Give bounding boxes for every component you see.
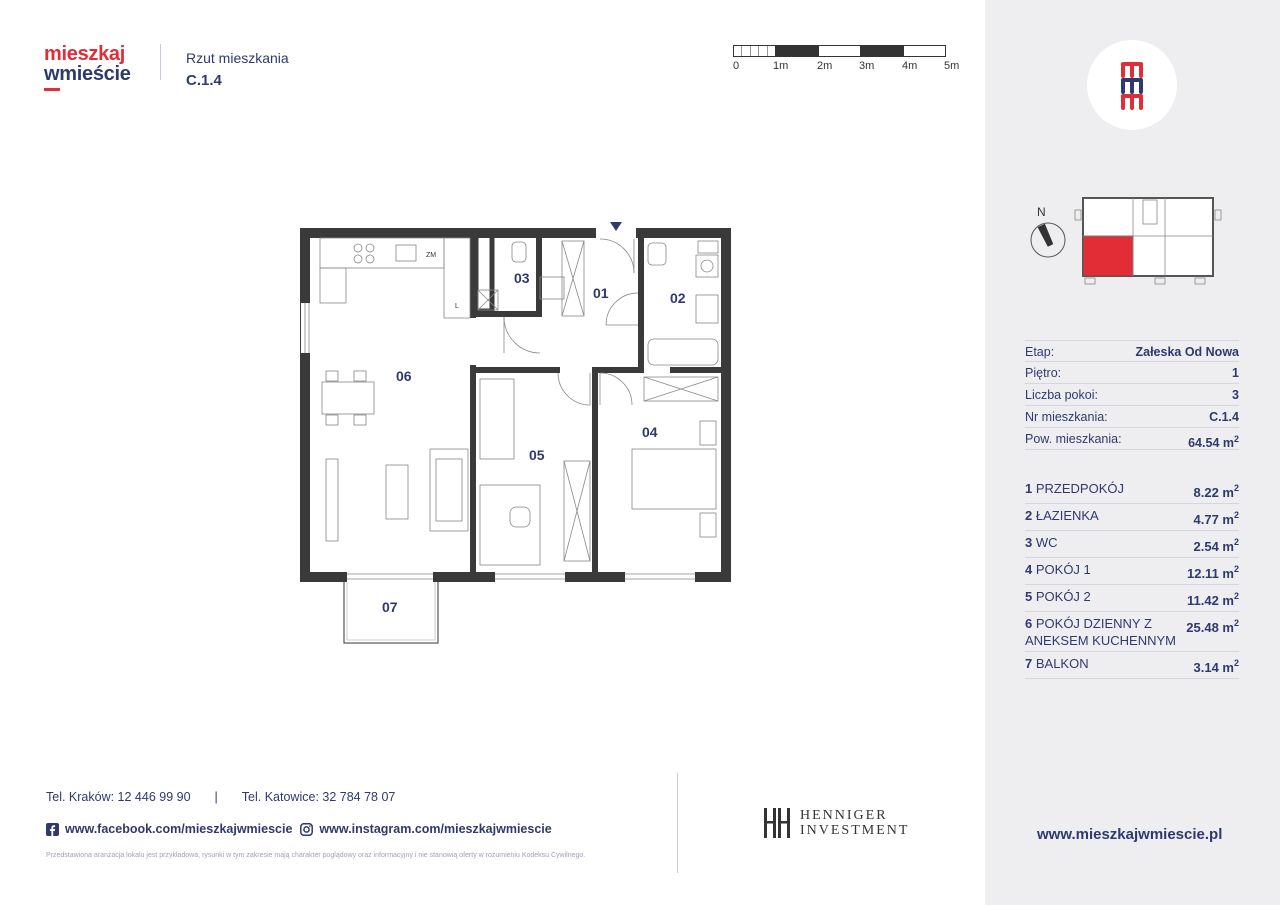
rooms-list	[1025, 477, 1239, 679]
henniger-logo	[762, 806, 909, 840]
room-row: 3 WC 2.54 $m^2$	[1025, 531, 1239, 558]
plan-code: C.1.4	[186, 72, 222, 89]
scale-segment-2	[776, 46, 818, 56]
living-furniture	[326, 449, 468, 541]
north-label: N	[1037, 205, 1046, 219]
room-number-03: 03	[514, 270, 530, 286]
scale-label: 3m	[859, 60, 875, 72]
room04-furniture	[632, 377, 718, 537]
facebook-icon	[46, 823, 59, 836]
apartment-floor-plan	[300, 215, 740, 655]
hall-wardrobe	[562, 241, 584, 316]
doors	[504, 239, 638, 405]
henniger-monogram-icon	[762, 806, 792, 840]
facebook-link[interactable]: www.facebook.com/mieszkajwmiescie	[65, 822, 293, 836]
room-number-06: 06	[396, 368, 412, 384]
apartment-location-highlight	[1083, 236, 1133, 276]
info-row: Etap: Załeska Od Nowa	[1025, 340, 1239, 362]
room-row: 5 POKÓJ 2 11.42 $m^2$	[1025, 585, 1239, 612]
logo-line2: wmieście	[44, 63, 131, 85]
scale-labels	[733, 60, 963, 74]
scale-bar	[733, 45, 946, 57]
room-number-01: 01	[593, 285, 609, 301]
room-number-02: 02	[670, 290, 686, 306]
info-row: Liczba pokoi: 3	[1025, 384, 1239, 406]
sidebar-logo	[1087, 40, 1177, 130]
scale-segment-3	[819, 46, 861, 56]
website-link[interactable]: www.mieszkajwmiescie.pl	[1037, 826, 1223, 843]
phone-krakow[interactable]: Tel. Kraków: 12 446 99 90	[46, 790, 191, 804]
footer-social	[46, 822, 552, 836]
kitchen-counter	[320, 238, 470, 318]
scale-label: 2m	[817, 60, 833, 72]
room-row: 1 PRZEDPOKÓJ 8.22 $m^2$	[1025, 477, 1239, 504]
footer-divider	[677, 773, 678, 873]
instagram-icon	[300, 823, 313, 836]
disclaimer: Przedstawiona aranżacja lokalu jest przykładowa, rysunki w tym zakresie mają charakter poglądowy oraz informacyjny i nie stanowią oferty w rozumieniu Kodeksu Cywilnego.	[46, 852, 586, 859]
scale-segment-1	[734, 46, 776, 56]
phone-katowice[interactable]: Tel. Katowice: 32 784 78 07	[241, 790, 396, 804]
room-number-04: 04	[642, 424, 658, 440]
scale-label: 4m	[902, 60, 918, 72]
header-divider	[160, 44, 161, 80]
logo-underline	[44, 88, 60, 91]
room-row: 6 POKÓJ DZIENNY Z ANEKSEM KUCHENNYM 25.48 $m^2$	[1025, 612, 1239, 652]
room-row: 2 ŁAZIENKA 4.77 $m^2$	[1025, 504, 1239, 531]
apartment-info-table	[1025, 340, 1239, 450]
scale-label: 0	[733, 60, 740, 72]
washer-label: ZM	[426, 252, 437, 259]
scale-label: 1m	[773, 60, 789, 72]
fridge-label: L	[455, 303, 459, 310]
phone-separator: |	[214, 790, 218, 804]
room05-furniture	[480, 379, 590, 565]
brand-logo[interactable]	[44, 44, 131, 91]
footer-phones	[46, 790, 395, 804]
dining-table	[322, 371, 374, 425]
scale-segment-4	[861, 46, 903, 56]
info-row: Pow. mieszkania: 64.54 $m^2$	[1025, 428, 1239, 450]
info-row: Nr mieszkania: C.1.4	[1025, 406, 1239, 428]
scale-label: 5m	[944, 60, 960, 72]
mwm-logo-icon	[1087, 40, 1177, 130]
henniger-text: HENNIGER INVESTMENT	[800, 808, 910, 838]
plan-title: Rzut mieszkania	[186, 50, 289, 66]
info-row: Piętro: 1	[1025, 362, 1239, 384]
info-sidebar	[985, 0, 1280, 905]
building-key-plan	[1025, 190, 1235, 300]
room-row: 4 POKÓJ 1 12.11 $m^2$	[1025, 558, 1239, 585]
room-number-05: 05	[529, 447, 545, 463]
scale-segment-5	[904, 46, 945, 56]
instagram-link[interactable]: www.instagram.com/mieszkajwmiescie	[319, 822, 552, 836]
room-number-07: 07	[382, 599, 398, 615]
logo-line1: mieszkaj	[44, 43, 125, 65]
room-row: 7 BALKON 3.14 $m^2$	[1025, 652, 1239, 679]
